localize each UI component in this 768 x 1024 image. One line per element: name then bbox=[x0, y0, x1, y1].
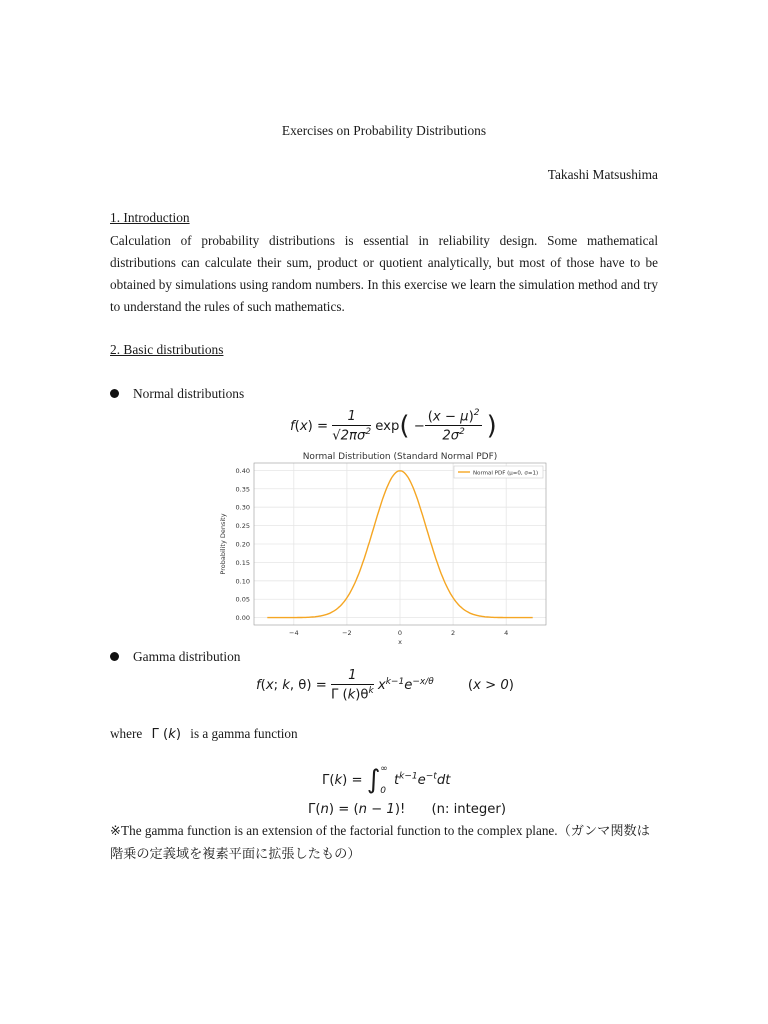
bullet-normal bbox=[110, 386, 244, 402]
x-tick-label: 2 bbox=[451, 629, 456, 637]
x-tick-label: −4 bbox=[289, 629, 299, 637]
y-tick-label: 0.10 bbox=[235, 577, 250, 586]
bullet-gamma bbox=[110, 649, 241, 665]
x-tick-label: 0 bbox=[397, 629, 403, 637]
chart-svg bbox=[216, 449, 550, 645]
section-heading-introduction: 1. Introduction bbox=[110, 210, 190, 225]
legend-label: Normal PDF (μ=0, σ=1) bbox=[473, 470, 539, 477]
where-text: where bbox=[110, 726, 143, 741]
normal-pdf-formula: f(x) = $\frac{1}{√2\pi\sigma^2}$ exp( − $\frac{(x - \mu)^2}{2\sigma^2}$ ) bbox=[290, 408, 497, 444]
gamma-function-line: where Γ (k) is a gamma function bbox=[110, 726, 298, 742]
y-tick-label: 0.40 bbox=[235, 466, 250, 475]
x-tick-label: 4 bbox=[504, 629, 509, 637]
y-tick-label: 0.00 bbox=[235, 614, 250, 623]
x-axis-label: x bbox=[398, 638, 402, 645]
gamma-pdf-formula: f(x; k, θ) = $\frac{1}{\Gamma (k)\theta^k}$ $x^{k-1}e^{-x/\theta}$ (x > 0) bbox=[256, 668, 514, 703]
gamma-integral-formula: Γ(k) = ∫ ∞ 0 $t^{k-1}e^{-t}dt$ bbox=[322, 764, 451, 796]
y-tick-label: 0.35 bbox=[235, 485, 250, 494]
intro-paragraph: Calculation of probability distributions is essential in reliability design. Some mathematical distributions can calculate their sum, product or quotient analytically, but most of those have to be obtained by simulations using random numbers. In this exercise we learn the simulation method and try to understand the rules of such mathematics. bbox=[110, 233, 658, 314]
author-name: Takashi Matsushima bbox=[547, 167, 658, 182]
bullet-normal-label: Normal distributions bbox=[133, 386, 245, 401]
gamma-factorial-formula: Γ(n) = (n − 1)! (n: integer) bbox=[308, 802, 506, 817]
y-tick-label: 0.30 bbox=[235, 503, 250, 512]
document-title: Exercises on Probability Distributions bbox=[281, 123, 487, 138]
y-tick-label: 0.15 bbox=[235, 558, 250, 567]
chart-title: Normal Distribution (Standard Normal PDF) bbox=[302, 452, 498, 462]
bullet-gamma-label: Gamma distribution bbox=[133, 649, 241, 664]
normal-distribution-chart bbox=[216, 449, 550, 645]
y-axis-label: Probability Density bbox=[219, 513, 227, 575]
integer-note: n: integer bbox=[436, 802, 501, 817]
gamma-fn-text: is a gamma function bbox=[190, 726, 298, 741]
x-tick-label: −2 bbox=[342, 629, 352, 637]
y-tick-label: 0.20 bbox=[235, 540, 250, 549]
bullet-dot-icon bbox=[110, 389, 119, 398]
y-tick-label: 0.25 bbox=[235, 522, 250, 531]
section-heading-basic-distributions: 2. Basic distributions bbox=[110, 342, 224, 357]
y-tick-label: 0.05 bbox=[235, 595, 250, 604]
bullet-dot-icon bbox=[110, 652, 119, 661]
gamma-footnote: ※The gamma function is an extension of the factorial function to the complex plane.（ガンマ関数は階乗の定義域を複素平面に拡張したもの） bbox=[110, 823, 650, 861]
